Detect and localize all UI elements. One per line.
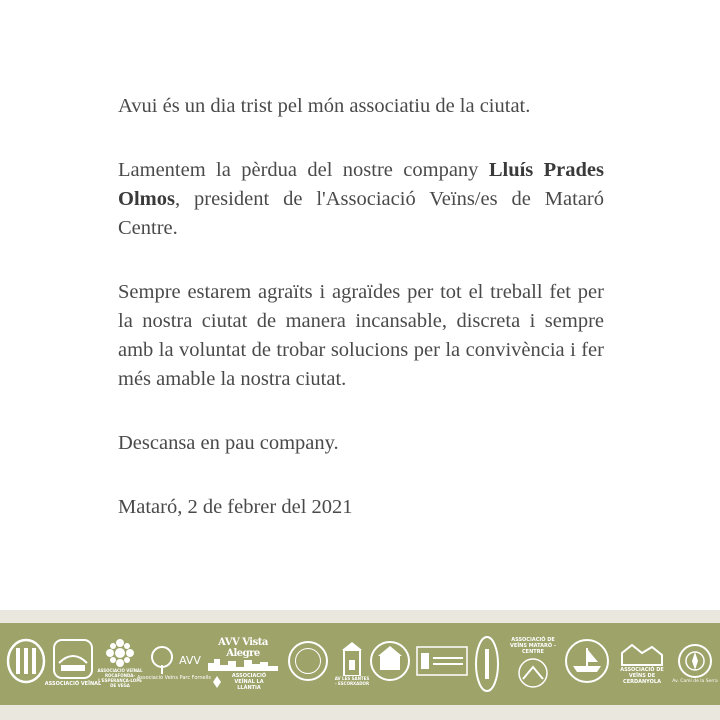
seal-icon — [51, 637, 95, 681]
flower-icon — [105, 638, 135, 668]
skyline-icon — [208, 659, 278, 671]
logo-caption: ASSOCIACIÓ VEÏNAL ROCAFONDA-L'ESPERANÇA-LOPE DE VEGA — [97, 668, 143, 688]
building-icon — [415, 643, 469, 679]
logo-les-santes — [334, 635, 370, 693]
emblem-1-icon — [6, 638, 46, 684]
intro-line: Avui és un dia trist pel món associatiu de la ciutat. — [118, 95, 531, 117]
logo-vista-alegre — [204, 637, 282, 691]
logo-cerdanyola — [614, 637, 670, 691]
farewell-line: Descansa en pau company. — [118, 432, 339, 454]
deceased-name: Lluís Prades Olmos — [118, 159, 605, 210]
logo-caption: ASSOCIACIÓ VEÏNAL — [44, 681, 102, 687]
logo-ship-seal — [562, 637, 612, 685]
logo-caption: ASSOCIACIÓ DE VEÏNS DE CERDANYOLA — [620, 667, 664, 685]
roofline-icon — [620, 643, 664, 667]
logo-church-seal — [368, 639, 412, 683]
logo-emblem-1 — [4, 637, 48, 685]
condolence-paragraph — [118, 156, 604, 243]
logo-rocafonda — [96, 633, 144, 693]
gratitude-paragraph: Sempre estarem agraïts i agraïdes per tot el treball fet per la nostra ciutat de manera incansable, discreta i sempre amb la voluntat de trobar solucions per la convivència i fer més amable la nostra ciutat. — [118, 281, 604, 390]
footer-top-strip — [0, 610, 720, 623]
vista-alegre-text: AVV Vista Alegre — [218, 637, 268, 659]
condolence-text-start: Lamentem la pèrdua del nostre company — [118, 159, 489, 181]
logo-mataro-centre — [504, 633, 562, 693]
logo-caption: AV LES SANTES - ESCORXADOR — [334, 676, 370, 686]
footer-bottom-strip — [0, 705, 720, 720]
logo-avv — [136, 635, 212, 691]
logo-caption: ASSOCIACIÓ DE VEÏNS MATARÓ - CENTRE — [510, 637, 556, 655]
footer-logo-band — [0, 623, 720, 705]
logo-round-seal — [286, 639, 330, 683]
ship-icon — [563, 638, 611, 684]
oval-seal-icon — [474, 635, 500, 693]
lamp-icon — [212, 676, 222, 688]
seal-icon — [288, 641, 328, 681]
compass-icon — [677, 643, 713, 679]
logo-cami-serra — [672, 635, 718, 693]
logo-associacio-veinal — [44, 635, 102, 689]
logo-rect-badge — [414, 641, 470, 681]
post-text — [118, 92, 604, 557]
logo-avv-text: AVV — [179, 653, 201, 667]
house-icon — [513, 655, 553, 689]
logo-oval — [472, 633, 502, 695]
condolence-text-end: , president de l'Associació Veïns/es de Mataró Centre. — [118, 188, 604, 239]
church-icon — [369, 640, 411, 682]
tree-icon — [147, 645, 177, 675]
logo-caption: Av. Camí de la Serra — [672, 679, 718, 684]
logo-caption: Associació Veïns Parc Fornells — [136, 675, 212, 681]
tower-icon — [341, 642, 363, 676]
logo-caption: ASSOCIACIÓ VEÏNAL LA LLÀNTIA — [231, 673, 267, 691]
signature-line: Mataró, 2 de febrer del 2021 — [118, 496, 353, 518]
